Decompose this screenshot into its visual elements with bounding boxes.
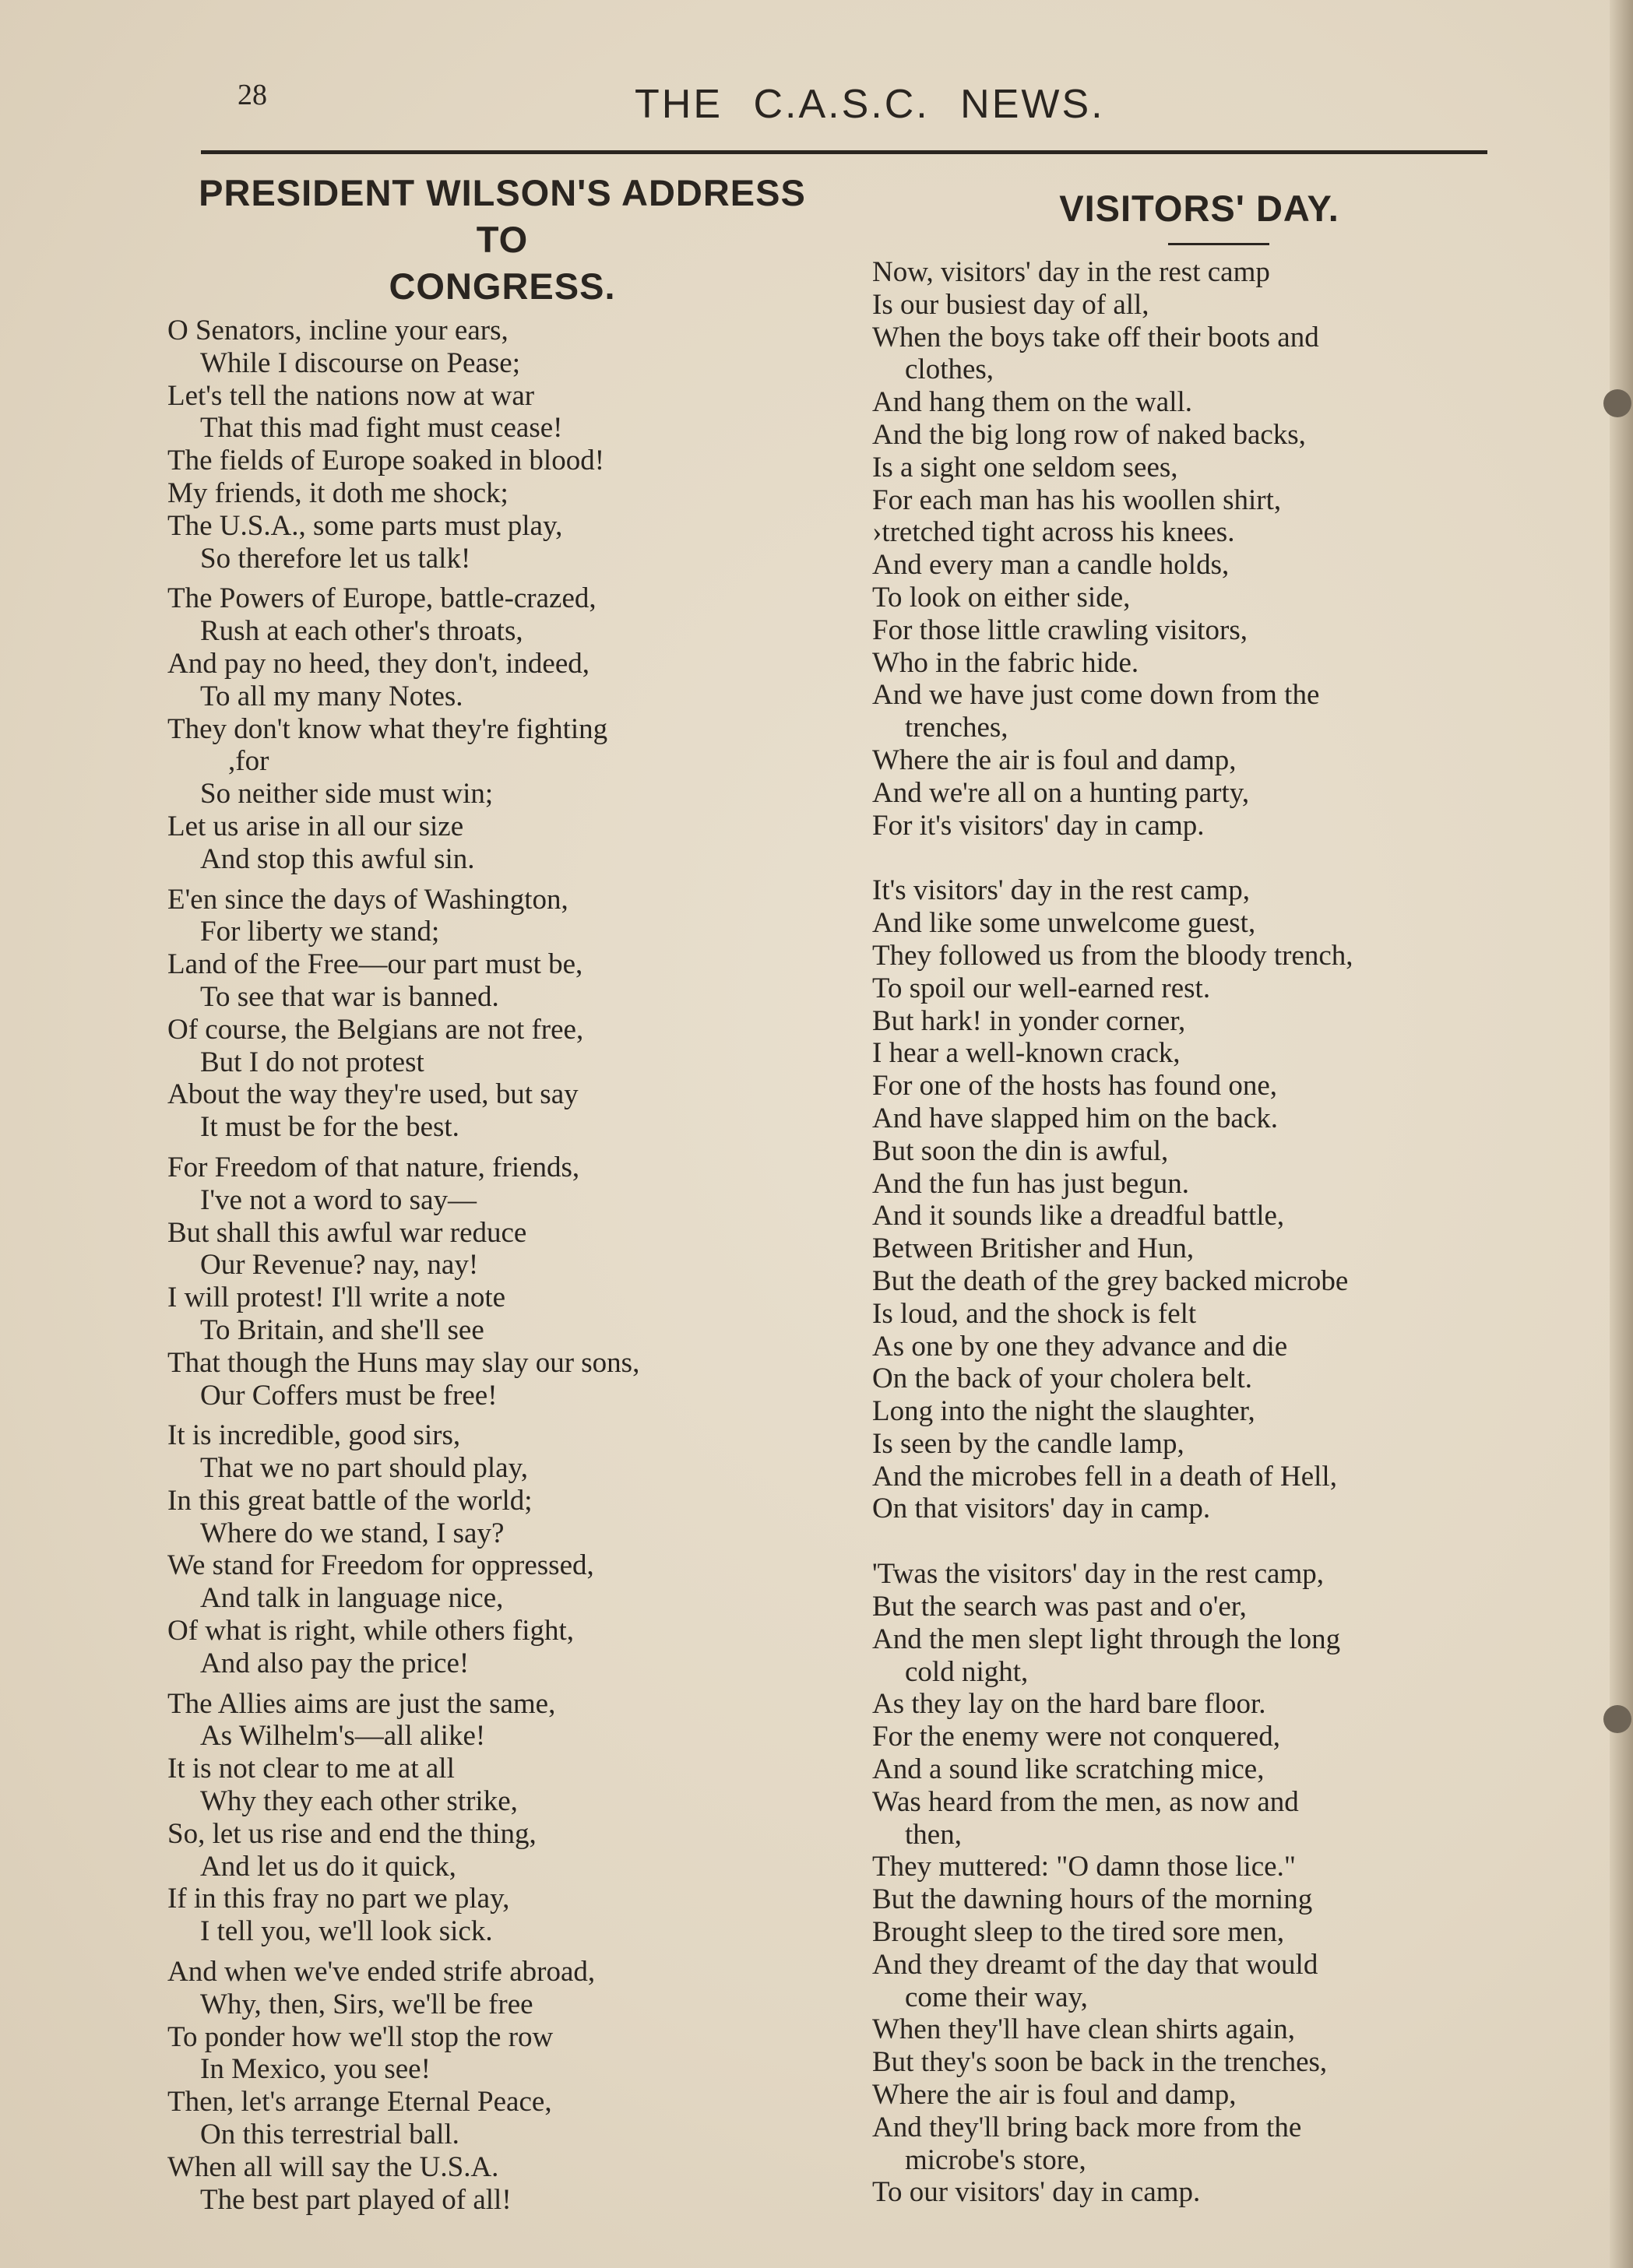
poem-line: If in this fray no part we play, [167, 1883, 510, 1915]
poem-line: That this mad fight must cease! [200, 412, 563, 445]
poem-line: But shall this awful war reduce [167, 1216, 527, 1249]
poem-line: The best part played of all! [200, 2183, 512, 2216]
poem-line: That we no part should play, [200, 1452, 528, 1485]
poem-line: But they's soon be back in the trenches, [872, 2046, 1328, 2079]
poem-line: On this terrestrial ball. [200, 2119, 459, 2151]
poem-line: And also pay the price! [200, 1647, 470, 1679]
poem-line: Rush at each other's throats, [200, 615, 523, 648]
poem-line: They don't know what they're fighting [167, 712, 608, 745]
poem-line: And let us do it quick, [200, 1850, 456, 1883]
poem-line: That though the Huns may slay our sons, [167, 1346, 640, 1379]
poem-line: And every man a candle holds, [872, 549, 1230, 582]
poem-line: Let's tell the nations now at war [167, 379, 535, 412]
poem-line: But the death of the grey backed microbe [872, 1264, 1349, 1297]
page-header [0, 0, 1633, 156]
poem-line: It's visitors' day in the rest camp, [872, 874, 1250, 907]
poem-line: Between Britisher and Hun, [872, 1232, 1195, 1265]
header-rule [201, 150, 1487, 154]
poem-line: It is not clear to me at all [167, 1753, 455, 1785]
poem-line: But the search was past and o'er, [872, 1591, 1247, 1623]
poem-line: And the fun has just begun. [872, 1167, 1189, 1200]
right-column [872, 185, 1565, 2209]
stanza [872, 874, 1565, 1525]
poem-line: But hark! in yonder corner, [872, 1004, 1186, 1037]
poem-line: The U.S.A., some parts must play, [167, 509, 563, 542]
stanza-gap [167, 1144, 860, 1152]
poem-line: clothes, [905, 353, 994, 386]
stanza [167, 582, 860, 875]
poem-line: And stop this awful sin. [200, 842, 475, 875]
poem-line: To our visitors' day in camp. [872, 2176, 1201, 2209]
poem-line: About the way they're used, but say [167, 1078, 579, 1111]
masthead: THE C.A.S.C. NEWS. [635, 82, 1105, 127]
poem-line: To all my many Notes. [200, 680, 463, 712]
poem-line: And they dreamt of the day that would [872, 1948, 1318, 1981]
stanza-gap [167, 876, 860, 884]
poem-line: Is a sight one seldom sees, [872, 451, 1178, 483]
left-column [167, 170, 860, 2216]
poem-line: Why they each other strike, [200, 1785, 518, 1818]
poem-line: To look on either side, [872, 581, 1131, 614]
poem-line: The fields of Europe soaked in blood! [167, 445, 605, 477]
poem-line: I will protest! I'll write a note [167, 1282, 506, 1314]
poem-line: When all will say the U.S.A. [167, 2150, 499, 2183]
poem-line: And hang them on the wall. [872, 386, 1193, 419]
poem-line: And we're all on a hunting party, [872, 776, 1250, 809]
stanza-gap [167, 1412, 860, 1419]
poem-line: For Freedom of that nature, friends, [167, 1151, 580, 1183]
poem-line: And it sounds like a dreadful battle, [872, 1200, 1285, 1232]
poem-line: Where the air is foul and damp, [872, 2079, 1237, 2112]
poem-line: 'Twas the visitors' day in the rest camp, [872, 1558, 1325, 1591]
poem-line: The Powers of Europe, battle-crazed, [167, 582, 597, 615]
poem-line: As one by one they advance and die [872, 1330, 1288, 1363]
stanza-gap [167, 575, 860, 582]
stanza [167, 1688, 860, 1948]
poem-line: Land of the Free—our part must be, [167, 948, 583, 981]
poem-line: So, let us rise and end the thing, [167, 1817, 537, 1850]
poem-line: They followed us from the bloody trench, [872, 939, 1353, 972]
stanza [167, 1956, 860, 2216]
poem-line: In Mexico, you see! [200, 2053, 431, 2086]
poem-line: For the enemy were not conquered, [872, 1721, 1280, 1753]
poem-line: Is loud, and the shock is felt [872, 1297, 1197, 1330]
poem-line: ,for [228, 745, 269, 778]
poem-line: trenches, [905, 712, 1008, 744]
poem-line: On that visitors' day in camp. [872, 1493, 1211, 1525]
poem-line: For each man has his woollen shirt, [872, 483, 1282, 516]
poem-line: Was heard from the men, as now and [872, 1785, 1299, 1818]
poem-line: Long into the night the slaughter, [872, 1395, 1255, 1428]
poem-line: And a sound like scratching mice, [872, 1753, 1265, 1786]
poem-line: To see that war is banned. [200, 980, 499, 1013]
poem-line: Now, visitors' day in the rest camp [872, 256, 1270, 288]
poem-line: To Britain, and she'll see [200, 1313, 484, 1346]
poem-line: And the men slept light through the long [872, 1623, 1341, 1655]
poem-line: Then, let's arrange Eternal Peace, [167, 2086, 552, 2119]
page-edge [1610, 0, 1633, 2268]
stanza [872, 256, 1565, 842]
poem-line: Is our busiest day of all, [872, 288, 1149, 321]
poem-line: We stand for Freedom for oppressed, [167, 1549, 594, 1582]
poem-title-visitors: VISITORS' DAY. [1059, 188, 1339, 229]
stanza [167, 1419, 860, 1679]
poem-line: To spoil our well-earned rest. [872, 972, 1211, 1004]
poem-line: O Senators, incline your ears, [167, 315, 509, 346]
poem-line: I've not a word to say— [200, 1183, 477, 1216]
poem-line: But I do not protest [200, 1046, 424, 1078]
poem-line: And like some unwelcome guest, [872, 907, 1256, 940]
poem-line: My friends, it doth me shock; [167, 476, 509, 509]
poem-line: microbe's store, [905, 2143, 1086, 2176]
page-number: 28 [238, 79, 267, 111]
poem-title-line: CONGRESS. [389, 265, 616, 307]
poem-line: I hear a well-known crack, [872, 1037, 1181, 1070]
poem-line: Where do we stand, I say? [200, 1517, 505, 1549]
stanza [872, 1558, 1565, 2209]
poem-line: While I discourse on Pease; [200, 346, 520, 379]
poem-body-visitors [872, 256, 1565, 2209]
poem-line: It must be for the best. [200, 1111, 459, 1144]
poem-title-line: PRESIDENT WILSON'S ADDRESS TO [199, 172, 806, 260]
poem-line: Of what is right, while others fight, [167, 1615, 575, 1647]
stanza-gap [872, 1525, 1565, 1558]
poem-line: And talk in language nice, [200, 1582, 504, 1615]
poem-line: The Allies aims are just the same, [167, 1687, 556, 1720]
poem-line: Our Coffers must be free! [200, 1379, 498, 1412]
punch-hole [1603, 1705, 1631, 1733]
poem-line: When they'll have clean shirts again, [872, 2013, 1295, 2046]
poem-line: As Wilhelm's—all alike! [200, 1720, 486, 1753]
poem-line: And we have just come down from the [872, 679, 1320, 712]
title-rule [1168, 243, 1269, 245]
poem-line: They muttered: "O damn those lice." [872, 1851, 1296, 1883]
stanza [167, 884, 860, 1144]
poem-body-wilson [167, 315, 860, 2216]
poem-line: And when we've ended strife abroad, [167, 1956, 596, 1988]
poem-title-wilson [167, 170, 837, 310]
poem-line: When the boys take off their boots and [872, 321, 1319, 353]
poem-line: So therefore let us talk! [200, 542, 471, 575]
stanza [167, 315, 860, 575]
poem-line: And they'll bring back more from the [872, 2111, 1302, 2143]
poem-line: But soon the din is awful, [872, 1134, 1169, 1167]
poem-line: Where the air is foul and damp, [872, 744, 1237, 776]
poem-line: And the microbes fell in a death of Hell, [872, 1460, 1337, 1493]
poem-line: For liberty we stand; [200, 916, 440, 948]
poem-line: then, [905, 1818, 962, 1851]
poem-line: And have slapped him on the back. [872, 1102, 1278, 1134]
poem-line: For those little crawling visitors, [872, 614, 1248, 646]
poem-line: And the big long row of naked backs, [872, 418, 1306, 451]
poem-line: ›tretched tight across his knees. [872, 516, 1235, 549]
poem-line: For it's visitors' day in camp. [872, 809, 1205, 842]
poem-line: Brought sleep to the tired sore men, [872, 1916, 1285, 1949]
poem-line: It is incredible, good sirs, [167, 1419, 461, 1452]
punch-hole [1603, 389, 1631, 417]
poem-line: But the dawning hours of the morning [872, 1883, 1313, 1916]
poem-line: E'en since the days of Washington, [167, 883, 568, 916]
poem-line: Who in the fabric hide. [872, 646, 1139, 679]
poem-line: Let us arise in all our size [167, 810, 464, 842]
poem-line: On the back of your cholera belt. [872, 1363, 1253, 1395]
poem-line: Is seen by the candle lamp, [872, 1427, 1184, 1460]
poem-line: come their way, [905, 1981, 1088, 2013]
stanza-gap [167, 1948, 860, 1956]
poem-line: So neither side must win; [200, 778, 494, 811]
poem-line: In this great battle of the world; [167, 1484, 533, 1517]
poem-line: Why, then, Sirs, we'll be free [200, 1988, 533, 2020]
poem-line: And pay no heed, they don't, indeed, [167, 647, 590, 680]
poem-line: I tell you, we'll look sick. [200, 1915, 493, 1948]
poem-line: For one of the hosts has found one, [872, 1070, 1277, 1102]
poem-line: Our Revenue? nay, nay! [200, 1249, 479, 1282]
stanza [167, 1152, 860, 1412]
poem-line: To ponder how we'll stop the row [167, 2020, 554, 2053]
stanza-gap [872, 842, 1565, 874]
poem-line: cold night, [905, 1655, 1029, 1688]
poem-line: Of course, the Belgians are not free, [167, 1013, 584, 1046]
poem-line: As they lay on the hard bare floor. [872, 1688, 1266, 1721]
stanza-gap [167, 1680, 860, 1688]
